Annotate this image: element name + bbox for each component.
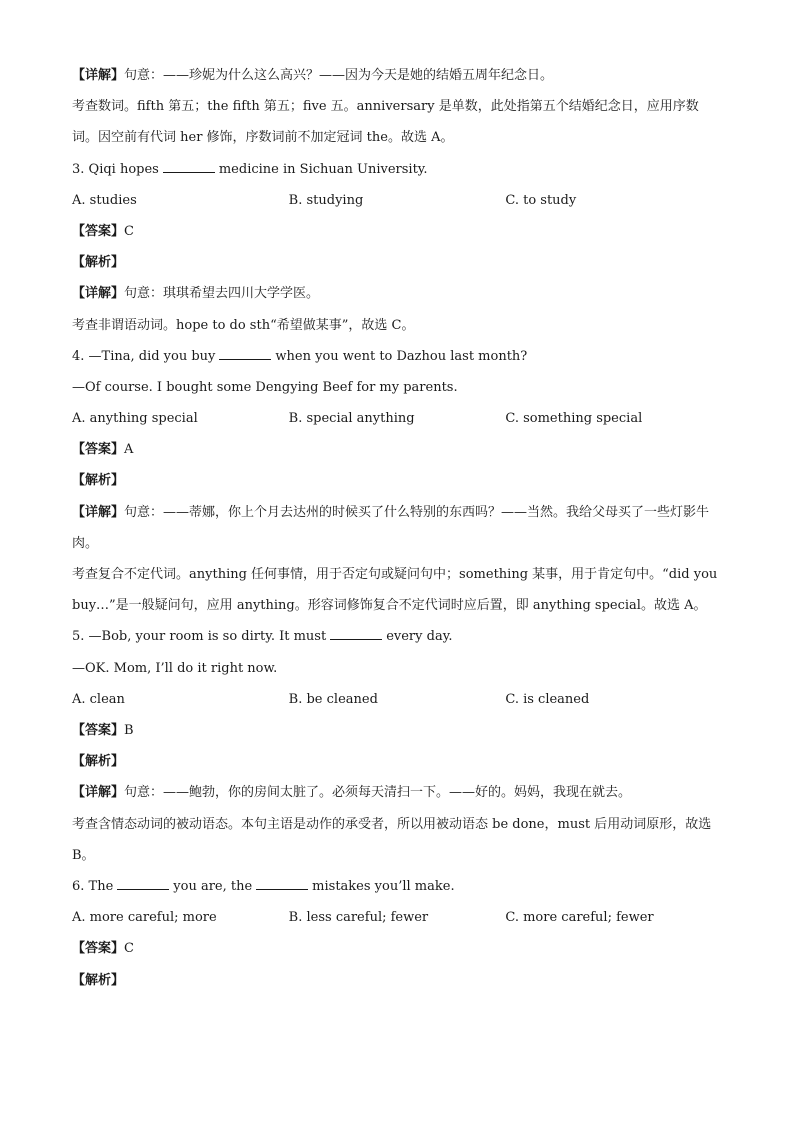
- q5-stem-2: —OK. Mom, I’ll do it right now.: [72, 660, 278, 676]
- q5-detail: [72, 777, 722, 808]
- q4-answer: [72, 434, 722, 465]
- q4-stem-b: when you went to Dazhou last month?: [275, 348, 528, 364]
- q5-explanation: 考查含情态动词的被动语态。本句主语是动作的承受者，所以用被动语态 be done，must 后用动词原形，故选 B。: [72, 816, 712, 863]
- q3-option-c: C. to study: [505, 192, 577, 208]
- q2-detail: [72, 60, 722, 91]
- q3-analysis: [72, 247, 722, 278]
- q5-detail-text: 句意：——鲍勃，你的房间太脏了。必须每天清扫一下。——好的。妈妈，我现在就去。: [124, 785, 632, 801]
- analysis-tag: 【解析】: [72, 754, 125, 770]
- q3-detail-text: 句意：琪琪希望去四川大学学医。: [124, 286, 320, 302]
- q3-answer-value: C: [124, 223, 134, 239]
- q4-analysis: [72, 465, 722, 496]
- q5-analysis: [72, 746, 722, 777]
- q3-option-a: A. studies: [72, 192, 137, 208]
- q6-answer-value: C: [124, 941, 134, 957]
- q4-detail-text: 句意：——蒂娜，你上个月去达州的时候买了什么特别的东西吗？——当然。我给父母买了一些灯影牛肉。: [72, 504, 710, 551]
- q3-option-b: B. studying: [288, 192, 364, 208]
- document-page: [72, 60, 722, 996]
- q3-answer: [72, 216, 722, 247]
- q5-option-b: B. be cleaned: [288, 691, 378, 707]
- analysis-tag: 【解析】: [72, 255, 125, 271]
- q5-option-a: A. clean: [72, 691, 125, 707]
- q6-option-b: B. less careful; fewer: [288, 910, 429, 926]
- q4-stem-2: —Of course. I bought some Dengying Beef for my parents.: [72, 379, 458, 395]
- q4-explanation: 考查复合不定代词。anything 任何事情，用于否定句或疑问句中；something 某事，用于肯定句中。“did you buy…”是一般疑问句，应用 anything。形容词修饰复合不定代词时应后置，即 anything special。故选 A。: [72, 567, 718, 614]
- q5-stem-b: every day.: [386, 629, 453, 645]
- q6-analysis: [72, 965, 722, 996]
- q6-stem-c: mistakes you’ll make.: [312, 878, 455, 894]
- q6-options: [72, 902, 722, 933]
- q3-detail: [72, 278, 722, 309]
- answer-tag: 【答案】: [72, 723, 125, 738]
- q2-explanation-1: 考查数词。fifth 第五；the fifth 第五；five 五。anniversary 是单数，此处指第五个结婚纪念日，应用序数: [72, 99, 699, 115]
- q3-explanation: 考查非谓语动词。hope to do sth“希望做某事”，故选 C。: [72, 317, 415, 333]
- q6-blank-1: [117, 877, 169, 890]
- q3-stem: [72, 154, 722, 185]
- q6-stem-b: you are, the: [173, 878, 253, 894]
- q6-blank-2: [256, 877, 308, 890]
- q5-option-c: C. is cleaned: [505, 691, 590, 707]
- detail-tag: 【详解】: [72, 286, 125, 302]
- q5-answer-value: B: [124, 723, 134, 738]
- q6-stem: [72, 871, 722, 902]
- q4-stem-a: 4. —Tina, did you buy: [72, 348, 216, 364]
- q5-options: [72, 684, 722, 715]
- q5-stem: [72, 621, 722, 652]
- q6-option-a: A. more careful; more: [72, 910, 217, 926]
- q4-blank: [219, 347, 271, 360]
- analysis-tag: 【解析】: [72, 972, 125, 988]
- q2-detail-text: 句意：——珍妮为什么这么高兴？——因为今天是她的结婚五周年纪念日。: [124, 68, 554, 83]
- q6-stem-a: 6. The: [72, 878, 114, 894]
- q5-stem-a: 5. —Bob, your room is so dirty. It must: [72, 629, 327, 645]
- q5-answer: [72, 715, 722, 746]
- q4-option-b: B. special anything: [288, 411, 415, 427]
- q3-blank: [163, 160, 215, 173]
- q6-option-c: C. more careful; fewer: [505, 910, 654, 926]
- q3-options: [72, 185, 722, 216]
- answer-tag: 【答案】: [72, 442, 125, 458]
- answer-tag: 【答案】: [72, 941, 125, 957]
- answer-tag: 【答案】: [72, 223, 125, 239]
- q4-stem: [72, 341, 722, 372]
- detail-tag: 【详解】: [72, 504, 125, 520]
- q4-options: [72, 403, 722, 434]
- q5-blank: [330, 627, 382, 640]
- q4-option-a: A. anything special: [72, 411, 198, 427]
- q4-detail: [72, 497, 722, 559]
- analysis-tag: 【解析】: [72, 473, 125, 489]
- q2-explanation-2: 词。因空前有代词 her 修饰，序数词前不加定冠词 the。故选 A。: [72, 130, 454, 146]
- detail-tag: 【详解】: [72, 785, 125, 801]
- q4-answer-value: A: [124, 442, 134, 458]
- q4-option-c: C. something special: [505, 411, 643, 427]
- q3-stem-b: medicine in Sichuan University.: [218, 161, 428, 177]
- q6-answer: [72, 933, 722, 964]
- detail-tag: 【详解】: [72, 68, 125, 83]
- q3-stem-a: 3. Qiqi hopes: [72, 161, 159, 177]
